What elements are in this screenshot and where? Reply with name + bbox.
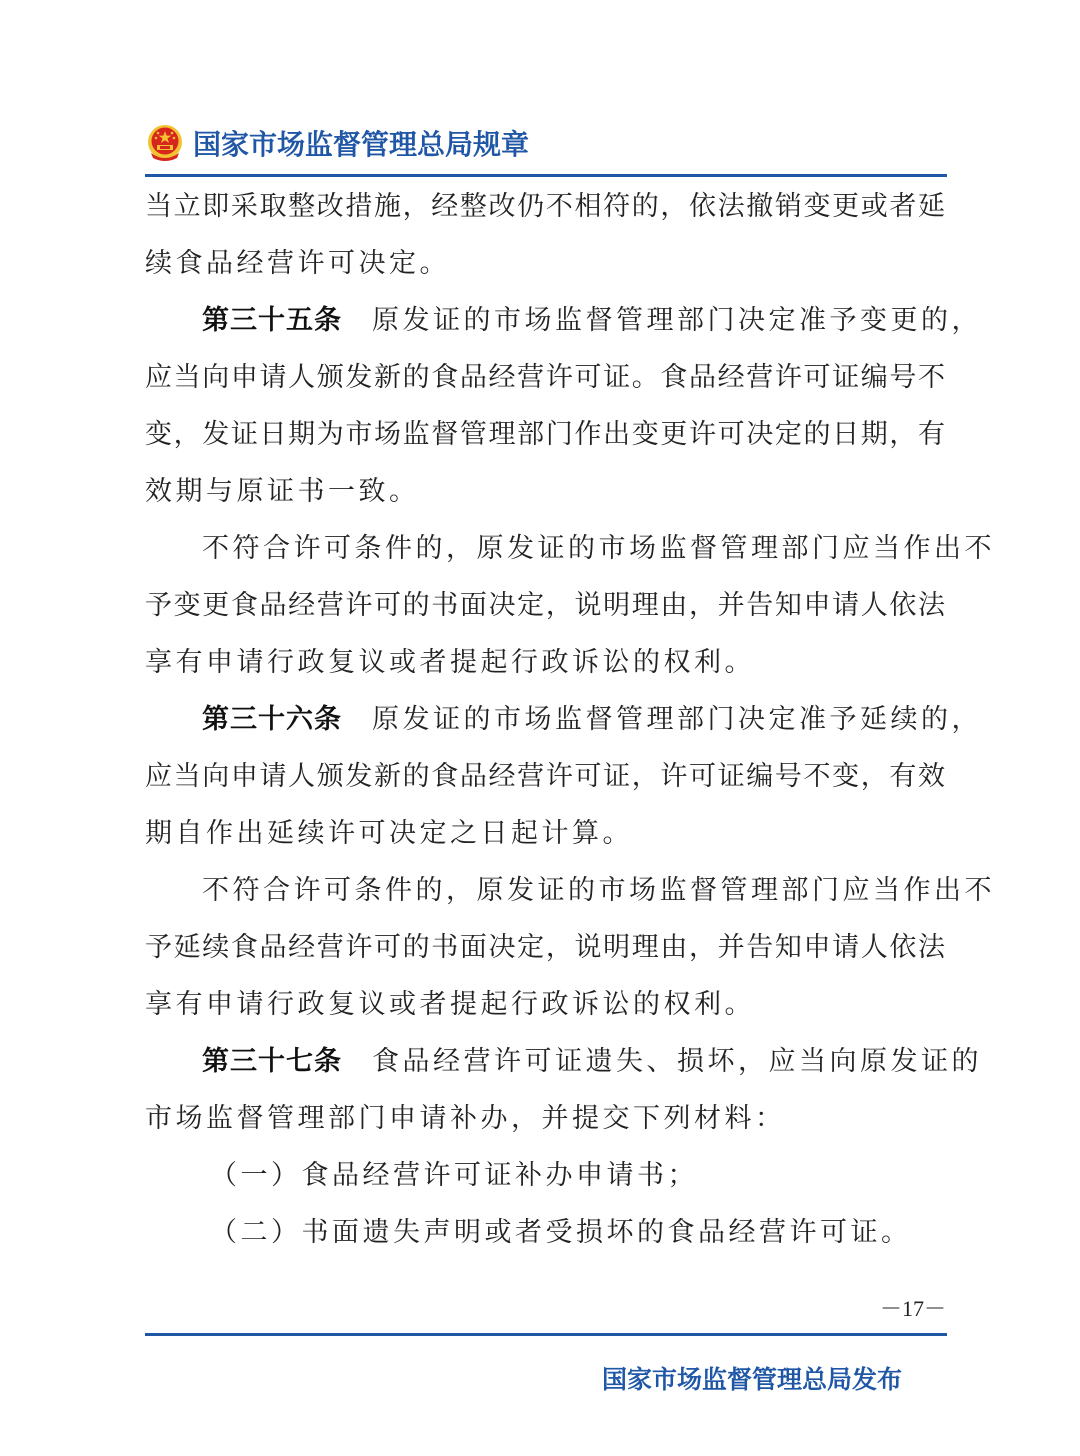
footer-divider — [145, 1333, 947, 1336]
article-number: 第三十五条 — [202, 305, 342, 336]
text-line: 当立即采取整改措施，经整改仍不相符的，依法撤销变更或者延 — [145, 191, 945, 222]
text-line: 续食品经营许可决定。 — [145, 248, 450, 279]
article-37-first-line — [145, 1033, 982, 1090]
list-item: （一）食品经营许可证补办申请书； — [210, 1160, 698, 1191]
article-36-first-line — [145, 691, 982, 748]
national-emblem-icon — [145, 123, 185, 163]
text-line: 予延续食品经营许可的书面决定，说明理由，并告知申请人依法 — [145, 932, 945, 963]
text-line: 应当向申请人颁发新的食品经营许可证，许可证编号不变，有效 — [145, 761, 945, 792]
text-line: 变，发证日期为市场监督管理部门作出变更许可决定的日期，有 — [145, 419, 945, 450]
text-line: 效期与原证书一致。 — [145, 476, 420, 507]
document-header — [145, 118, 529, 168]
text-line: 予变更食品经营许可的书面决定，说明理由，并告知申请人依法 — [145, 590, 945, 621]
text-line: 不符合许可条件的，原发证的市场监督管理部门应当作出不 — [202, 533, 995, 564]
text-line: 享有申请行政复议或者提起行政诉讼的权利。 — [145, 647, 755, 678]
text-line: 享有申请行政复议或者提起行政诉讼的权利。 — [145, 989, 755, 1020]
article-number: 第三十六条 — [202, 704, 342, 735]
text-line: 食品经营许可证遗失、损坏，应当向原发证的 — [372, 1046, 982, 1077]
text-line: 不符合许可条件的，原发证的市场监督管理部门应当作出不 — [202, 875, 995, 906]
header-divider — [145, 174, 947, 177]
list-item: （二）书面遗失声明或者受损坏的食品经营许可证。 — [210, 1217, 912, 1248]
header-title: 国家市场监督管理总局规章 — [193, 128, 530, 161]
document-body — [145, 178, 995, 1261]
footer-publisher: 国家市场监督管理总局发布 — [601, 1365, 902, 1394]
text-line: 原发证的市场监督管理部门决定准予变更的， — [372, 305, 982, 336]
text-line: 原发证的市场监督管理部门决定准予延续的， — [372, 704, 982, 735]
text-line: 应当向申请人颁发新的食品经营许可证。食品经营许可证编号不 — [145, 362, 945, 393]
article-35-first-line — [145, 292, 982, 349]
text-line: 市场监督管理部门申请补办，并提交下列材料： — [145, 1103, 786, 1134]
text-line: 期自作出延续许可决定之日起计算。 — [145, 818, 633, 849]
page-number: －17－ — [879, 1296, 946, 1321]
article-number: 第三十七条 — [202, 1046, 342, 1077]
